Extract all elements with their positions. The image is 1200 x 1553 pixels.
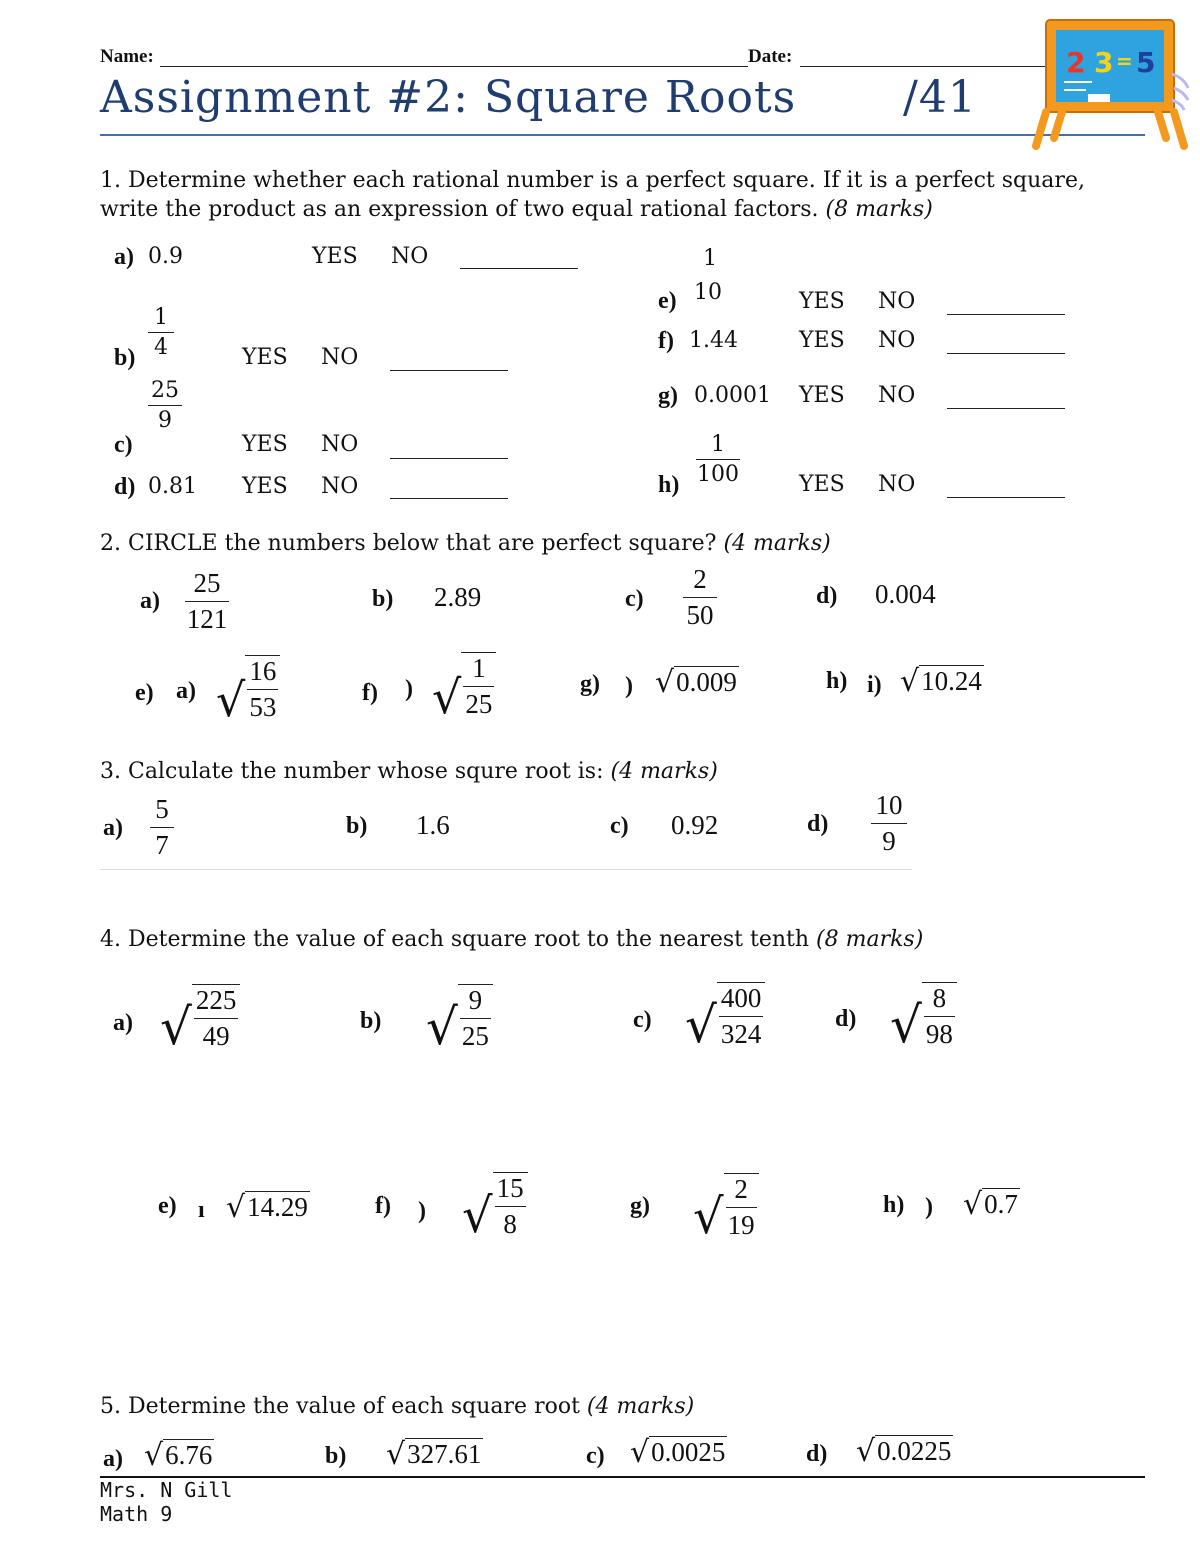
q4-f-num: 15 — [496, 1173, 524, 1203]
q1-h-label: h) — [658, 472, 680, 498]
q1-b-no[interactable]: NO — [321, 345, 359, 370]
svg-text:2: 2 — [1066, 46, 1086, 79]
q3-d-fraction — [871, 790, 907, 857]
footer-teacher: Mrs. N Gill — [100, 1478, 233, 1502]
q4-a-label: a) — [113, 1010, 133, 1036]
q2-e-stray: a) — [176, 678, 196, 704]
q1-b-label: b) — [114, 345, 136, 371]
q1-g-answer[interactable] — [947, 408, 1065, 409]
q2-prompt-text: 2. CIRCLE the numbers below that are perfect square? — [100, 531, 717, 556]
q2-d-value[interactable]: 0.004 — [875, 579, 936, 609]
q2-f-label: f) — [362, 680, 378, 706]
q2-f-stray: ) — [405, 676, 413, 702]
q4-prompt-text: 4. Determine the value of each square root to the nearest tenth — [100, 927, 810, 952]
q2-h-stray: i) — [867, 672, 882, 698]
q1-d-value: 0.81 — [148, 474, 197, 499]
q4-f-den: 8 — [503, 1209, 517, 1239]
q2-g-value: 0.009 — [676, 667, 737, 697]
q1-d-no[interactable]: NO — [321, 474, 359, 499]
q1-g-no[interactable]: NO — [878, 383, 916, 408]
q1-h-no[interactable]: NO — [878, 472, 916, 497]
q2-prompt — [100, 529, 831, 558]
q2-a-num: 25 — [193, 568, 221, 598]
q5-a-label: a) — [103, 1446, 123, 1472]
date-label: Date: — [748, 46, 793, 67]
q4-g-den: 19 — [727, 1210, 755, 1240]
q1-c-no[interactable]: NO — [321, 432, 359, 457]
q5-a-sqrt: √ 6.76 — [144, 1438, 213, 1473]
q5-d-sqrt: √ 0.0225 — [856, 1434, 952, 1469]
q4-g-num: 2 — [734, 1174, 748, 1204]
q3-d-den: 9 — [882, 826, 896, 856]
q4-c-sqrt: √ 400 324 — [685, 982, 765, 1050]
q1-d-answer[interactable] — [390, 498, 508, 499]
q3-b-value: 1.6 — [416, 810, 450, 840]
q4-h-sqrt: √ 0.7 — [963, 1187, 1018, 1222]
q3-d-num: 10 — [875, 790, 903, 820]
q1-e-num: 1 — [703, 246, 717, 271]
q2-a-fraction[interactable] — [185, 568, 229, 635]
q5-prompt-text: 5. Determine the value of each square root — [100, 1394, 580, 1419]
q2-d-label: d) — [816, 583, 838, 609]
q1-prompt-text: 1. Determine whether each rational number is a perfect square. If it is a perfect square, write the product as an expression of two equal rational factors. — [100, 168, 1085, 222]
q4-h-stray: ) — [925, 1194, 933, 1220]
q4-c-den: 324 — [720, 1019, 762, 1049]
name-label: Name: — [100, 46, 154, 67]
q4-d-label: d) — [835, 1006, 857, 1032]
q2-marks: (4 marks) — [723, 531, 831, 556]
q1-d-label: d) — [114, 474, 136, 500]
q1-f-yes[interactable]: YES — [799, 328, 845, 353]
svg-text:5: 5 — [1136, 46, 1156, 79]
q2-c-fraction[interactable] — [683, 564, 717, 631]
q1-b-den: 4 — [154, 335, 168, 360]
q1-b-answer[interactable] — [390, 370, 508, 371]
q1-g-value: 0.0001 — [694, 383, 771, 408]
q4-marks: (8 marks) — [816, 927, 924, 952]
q1-a-value: 0.9 — [148, 244, 183, 269]
page-title: Assignment #2: Square Roots — [100, 72, 797, 123]
q1-c-den: 9 — [158, 408, 172, 433]
footer-rule — [100, 1476, 1145, 1478]
q4-a-den: 49 — [202, 1021, 230, 1051]
q4-d-sqrt: √ 8 98 — [890, 982, 957, 1050]
q1-h-fraction — [696, 432, 740, 487]
q1-c-num: 25 — [151, 378, 179, 403]
q5-prompt — [100, 1392, 694, 1421]
q4-a-sqrt: √ 225 49 — [160, 984, 240, 1052]
q2-g-label: g) — [580, 671, 600, 697]
divider — [100, 869, 912, 870]
q2-f-sqrt[interactable]: √ 1 25 — [432, 652, 496, 720]
q4-g-sqrt: √ 2 19 — [693, 1173, 759, 1241]
q4-f-stray: ) — [418, 1198, 426, 1224]
q5-a-value: 6.76 — [165, 1440, 213, 1470]
footer-course: Math 9 — [100, 1502, 173, 1526]
q1-c-answer[interactable] — [390, 458, 508, 459]
q5-c-value: 0.0025 — [651, 1437, 726, 1467]
q1-e-no[interactable]: NO — [878, 289, 916, 314]
q4-e-sqrt: √ 14.29 — [226, 1190, 308, 1225]
q1-f-answer[interactable] — [947, 353, 1065, 354]
q1-g-yes[interactable]: YES — [799, 383, 845, 408]
q5-b-sqrt: √ 327.61 — [386, 1437, 482, 1472]
q4-b-num: 9 — [468, 985, 483, 1015]
q2-e-sqrt[interactable]: √ 16 53 — [216, 655, 280, 723]
q3-prompt — [100, 757, 718, 786]
q1-c-label: c) — [114, 432, 133, 458]
q4-g-label: g) — [630, 1193, 650, 1219]
q4-b-den: 25 — [461, 1021, 489, 1051]
q2-h-label: h) — [826, 668, 848, 694]
math-board-icon — [1032, 14, 1192, 154]
date-field[interactable] — [800, 66, 1048, 67]
q2-a-label: a) — [140, 588, 160, 614]
q2-a-den: 121 — [186, 604, 228, 634]
q3-c-label: c) — [610, 813, 629, 839]
q2-b-label: b) — [372, 586, 394, 612]
q5-b-value: 327.61 — [407, 1439, 482, 1469]
q3-a-num: 5 — [155, 794, 169, 824]
total-score: /41 — [903, 72, 977, 123]
q4-c-num: 400 — [720, 983, 762, 1013]
q3-prompt-text: 3. Calculate the number whose squre root is: — [100, 759, 604, 784]
q1-f-label: f) — [658, 328, 674, 354]
q2-f-num: 1 — [472, 653, 486, 683]
q2-g-stray: ) — [625, 673, 633, 699]
q1-h-num: 1 — [711, 432, 725, 457]
q4-d-num: 8 — [932, 983, 947, 1013]
q1-c-yes[interactable]: YES — [242, 432, 288, 457]
q1-h-yes[interactable]: YES — [799, 472, 845, 497]
q4-f-label: f) — [375, 1193, 391, 1219]
q2-e-label: e) — [135, 680, 154, 706]
q4-a-num: 225 — [195, 985, 237, 1015]
q2-f-den: 25 — [465, 689, 493, 719]
q2-c-label: c) — [625, 586, 644, 612]
q2-g-sqrt[interactable]: √ 0.009 — [655, 665, 737, 700]
q5-b-label: b) — [325, 1443, 347, 1469]
q3-c-value: 0.92 — [671, 810, 719, 840]
q2-e-num: 16 — [249, 656, 277, 686]
q4-e-value: 14.29 — [247, 1192, 308, 1222]
q1-a-yes[interactable]: YES — [312, 244, 358, 269]
q5-d-value: 0.0225 — [877, 1436, 952, 1466]
q4-b-label: b) — [360, 1008, 382, 1034]
q2-c-den: 50 — [686, 600, 714, 630]
q4-h-label: h) — [883, 1192, 905, 1218]
footer — [100, 1478, 232, 1526]
q4-b-sqrt: √ 9 25 — [426, 984, 493, 1052]
q4-d-den: 98 — [925, 1019, 953, 1049]
name-field[interactable] — [160, 66, 748, 67]
q4-f-sqrt: √ 15 8 — [462, 1172, 528, 1240]
q2-b-value[interactable]: 2.89 — [434, 582, 482, 612]
q2-h-value: 10.24 — [921, 666, 982, 696]
q3-a-label: a) — [103, 815, 123, 841]
q1-a-no[interactable]: NO — [391, 244, 429, 269]
q1-b-fraction — [148, 305, 174, 360]
q2-c-num: 2 — [693, 564, 707, 594]
q2-e-den: 53 — [249, 692, 277, 722]
title-rule — [100, 134, 1145, 136]
q4-prompt — [100, 925, 923, 954]
q1-e-label: e) — [658, 288, 677, 314]
q1-f-value: 1.44 — [689, 328, 738, 353]
q1-d-yes[interactable]: YES — [242, 474, 288, 499]
q1-e-yes[interactable]: YES — [799, 289, 845, 314]
q3-marks: (4 marks) — [610, 759, 718, 784]
q1-h-answer[interactable] — [947, 497, 1065, 498]
q1-h-den: 100 — [697, 462, 739, 487]
q1-prompt — [100, 166, 1100, 224]
q1-c-fraction — [148, 378, 182, 433]
q4-c-label: c) — [633, 1007, 652, 1033]
q3-d-label: d) — [807, 811, 829, 837]
q3-a-fraction — [150, 794, 174, 861]
q2-h-sqrt[interactable]: √ 10.24 — [900, 664, 982, 699]
svg-text:3: 3 — [1094, 46, 1114, 79]
q3-a-den: 7 — [155, 830, 169, 860]
q5-marks: (4 marks) — [586, 1394, 695, 1419]
q1-b-num: 1 — [154, 305, 168, 330]
q4-e-label: e) — [158, 1193, 177, 1219]
q4-h-value: 0.7 — [984, 1189, 1018, 1219]
q3-b-label: b) — [346, 813, 368, 839]
q5-c-label: c) — [586, 1443, 605, 1469]
q5-c-sqrt: √ 0.0025 — [630, 1435, 726, 1470]
q1-a-label: a) — [114, 244, 134, 270]
q4-e-stray: ı — [198, 1197, 205, 1223]
q1-marks: (8 marks) — [825, 197, 933, 222]
q1-e-answer[interactable] — [947, 314, 1065, 315]
q1-b-yes[interactable]: YES — [242, 345, 288, 370]
q1-f-no[interactable]: NO — [878, 328, 916, 353]
q1-a-answer[interactable] — [460, 268, 578, 269]
q1-e-den: 10 — [694, 280, 722, 305]
q5-d-label: d) — [806, 1441, 828, 1467]
svg-text:=: = — [1116, 49, 1133, 73]
q1-g-label: g) — [658, 383, 678, 409]
